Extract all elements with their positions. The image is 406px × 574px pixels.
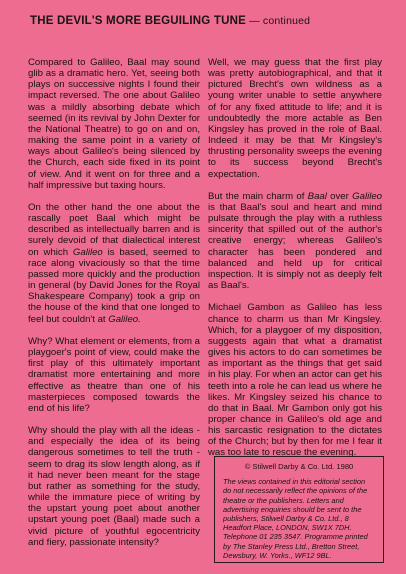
copyright-notice: © Stilwell Darby & Co. Ltd. 1980 xyxy=(244,462,354,471)
paragraph xyxy=(208,191,382,291)
paragraph xyxy=(28,202,200,325)
credits-box xyxy=(214,456,384,563)
text-run: On the other hand the one about the rascally poet Baal which might be described as intellectually barren and is surely devoid of that dialectical interest on which xyxy=(28,202,200,258)
page-header xyxy=(30,15,390,27)
italic-title: Galileo. xyxy=(108,313,141,325)
text-run: over xyxy=(326,190,353,202)
right-column xyxy=(208,57,382,470)
paragraph: Michael Gambon as Galileo has less chance to charm us than Mr Kingsley. Which, for a playgoer of my disposition, suggests again that what a dramatist gives his actors to do can sometimes be as important as the things that get said in his play. For when an actor can get his teeth into a role he can lead us where he likes. Mr Kingsley seized his chance to do that in Baal. Mr Gambon only got his proper chance in Galileo's old age and his sarcastic resignation to the dictates of the Church; but by then for me I fear it was too late to rescue the evening. xyxy=(208,302,382,459)
italic-title: Galileo xyxy=(352,190,383,202)
italic-title: Galileo xyxy=(72,246,103,258)
article-title: THE DEVIL'S MORE BEGUILING TUNE xyxy=(30,15,246,27)
publisher-disclaimer: The views contained in this editorial section do not necessarily reflect the opinions of the theatre or the publishers. Letters and advertising enquiries should be sent to the publishers, Stilwell Darby & Co. Ltd., 8 Headfort Place, LONDON, SW1X 7DH. Telephone 01 235 3547. Programme printed by The Stanley Press Ltd., Bretton Street, Dewsbury, W. Yorks., WF12 9BL. xyxy=(223,477,368,560)
text-run: But the main charm of xyxy=(208,190,308,202)
italic-title: Baal xyxy=(307,190,327,202)
paragraph: Compared to Galileo, Baal may sound glib as a dramatic hero. Yet, seeing both plays on successive nights I found their impact reversed. The one about Galileo was a mildly absorbing debate which seemed (in its revival by John Dexter for the National Theatre) to go on and on, making the same point in a variety of ways about Galileo's being silenced by the Church, each side fixed in its point of view. And it went on for three and a half impressive but taxing hours. xyxy=(28,57,200,191)
text-run: is based, seemed to race along vivaciously so that the time passed more quickly and the production in general (by David Jones for the Royal Shakespeare Company) took a grip on the house of the kind that one longed to feel but couldn't at xyxy=(28,246,201,325)
paragraph: Why? What element or elements, from a playgoer's point of view, could make the first play of this ultimately important dramatist more entertaining and more effective as theatre than one of his masterpieces composed towards the end of his life? xyxy=(28,335,200,414)
continued-label: — continued xyxy=(245,15,311,27)
paragraph: Why should the play with all the ideas - and especially the idea of its being dangerous sometimes to tell the truth - seem to drag its slow length along, as if it had never been meant for the stage but rather as something for the study, while the immature piece of writing by the upstart young poet about another upstart young poet (Baal) made such a vivid picture of youthful egocentricity and fiery, passionate intensity? xyxy=(28,425,200,548)
text-run: is that Baal's soul and heart and mind pulsate through the play with a ruthless sincerity that spilled out of the author's creative energy; whereas Galileo's character has been pondered and balanced and held up for critical inspection. It is simply not as deeply felt as Baal's. xyxy=(208,202,382,292)
left-column xyxy=(28,57,200,559)
paragraph: Well, we may guess that the first play was pretty autobiographical, and that it pictured Brecht's own wildness as a young writer unable to settle anywhere of for any fixed attitude to life; and it is undoubtedly the more actable as Ben Kingsley has proved in the role of Baal. Indeed it may be that Mr Kingsley's thrusting personality sweeps the evening to its success beyond Brecht's expectation. xyxy=(208,57,382,180)
